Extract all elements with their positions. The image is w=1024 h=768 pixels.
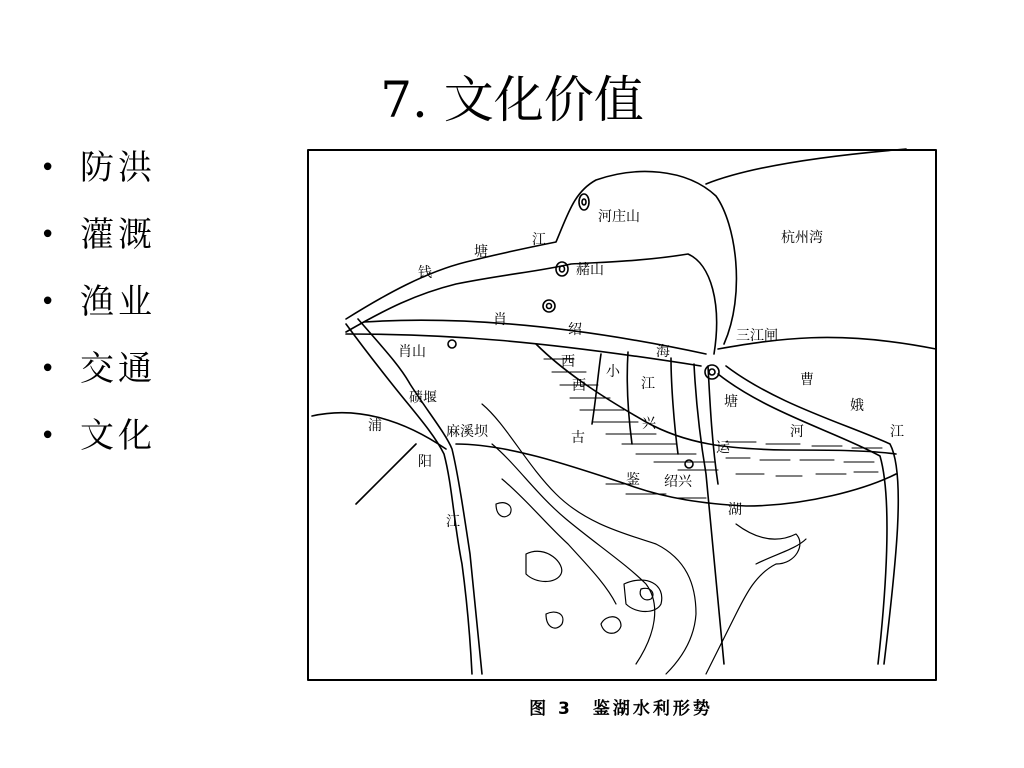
cao-e-river-north bbox=[726, 366, 898, 664]
label-xi1: 西 bbox=[561, 354, 575, 370]
label-cao: 曹 bbox=[800, 372, 814, 388]
map-svg bbox=[306, 144, 942, 684]
label-shaoxing: 绍兴 bbox=[664, 474, 692, 490]
bullet-dot-icon: • bbox=[40, 153, 60, 183]
label-qian: 钱 bbox=[418, 265, 432, 281]
label-jiang-bottom: 江 bbox=[446, 514, 460, 530]
river-line bbox=[627, 352, 632, 444]
label-jiang-right: 江 bbox=[890, 424, 904, 440]
river-line bbox=[694, 364, 724, 664]
label-pu: 浦 bbox=[368, 418, 382, 434]
label-he: 河 bbox=[790, 424, 804, 440]
bullet-dot-icon: • bbox=[40, 421, 60, 451]
label-jian: 鉴 bbox=[626, 472, 640, 488]
qiantang-south-bank bbox=[346, 254, 717, 354]
label-e: 娥 bbox=[850, 398, 864, 414]
label-xiao: 肖 bbox=[493, 312, 507, 328]
jian-lake-hatching bbox=[544, 359, 882, 498]
label-hai: 海 bbox=[656, 344, 670, 360]
bullet-item bbox=[40, 414, 156, 459]
bullet-dot-icon: • bbox=[40, 220, 60, 250]
label-xi2: 西 bbox=[572, 378, 586, 394]
bullet-text: 交通 bbox=[80, 349, 156, 389]
puyang-river-right bbox=[358, 319, 482, 674]
label-yun: 运 bbox=[716, 440, 730, 456]
label-yang: 阳 bbox=[418, 454, 432, 470]
puyang-river-left bbox=[346, 324, 472, 674]
label-hu: 湖 bbox=[728, 502, 742, 518]
bullet-item bbox=[40, 347, 156, 392]
bullet-dot-icon: • bbox=[40, 287, 60, 317]
bullet-text: 文化 bbox=[80, 416, 156, 456]
label-xing: 兴 bbox=[642, 416, 656, 432]
label-qiyan: 碛堰 bbox=[409, 390, 437, 406]
slide-title: 7. 文化价值 bbox=[380, 71, 644, 129]
bullet-dot-icon: • bbox=[40, 354, 60, 384]
bullet-item bbox=[40, 213, 156, 258]
bullet-text: 渔业 bbox=[80, 282, 156, 322]
label-shao: 绍 bbox=[568, 322, 582, 338]
label-xiao-small: 小 bbox=[606, 364, 620, 380]
bullet-list bbox=[40, 146, 156, 481]
label-tang2: 塘 bbox=[724, 394, 738, 410]
coastline-north bbox=[706, 149, 906, 184]
map-caption: 图 3 鉴湖水利形势 bbox=[529, 699, 713, 719]
map-labels bbox=[368, 209, 904, 530]
label-tang: 塘 bbox=[474, 244, 488, 260]
bullet-item bbox=[40, 280, 156, 325]
water-conservancy-map bbox=[306, 144, 942, 684]
label-xiaoshan: 肖山 bbox=[398, 344, 426, 360]
river-line bbox=[708, 366, 718, 484]
hill-markers bbox=[448, 194, 719, 468]
river-line bbox=[671, 358, 678, 454]
bullet-text: 灌溉 bbox=[80, 215, 156, 255]
label-hangzhouwan: 杭州湾 bbox=[781, 230, 823, 246]
label-maxiba: 麻溪坝 bbox=[446, 424, 488, 440]
label-hezhuangshan: 河庄山 bbox=[598, 209, 640, 225]
label-jiang-top: 江 bbox=[532, 232, 546, 248]
map-frame bbox=[308, 150, 936, 680]
label-sanjiangzha: 三江闸 bbox=[736, 328, 778, 344]
bullet-text: 防洪 bbox=[80, 148, 156, 188]
tributary-southwest bbox=[356, 444, 416, 504]
qiantang-north-bank bbox=[346, 172, 736, 344]
label-gu: 古 bbox=[571, 430, 585, 446]
label-zheshan: 赭山 bbox=[576, 262, 604, 278]
cao-e-river-south bbox=[718, 374, 887, 664]
label-jiang-mid: 江 bbox=[641, 376, 655, 392]
bullet-item bbox=[40, 146, 156, 191]
